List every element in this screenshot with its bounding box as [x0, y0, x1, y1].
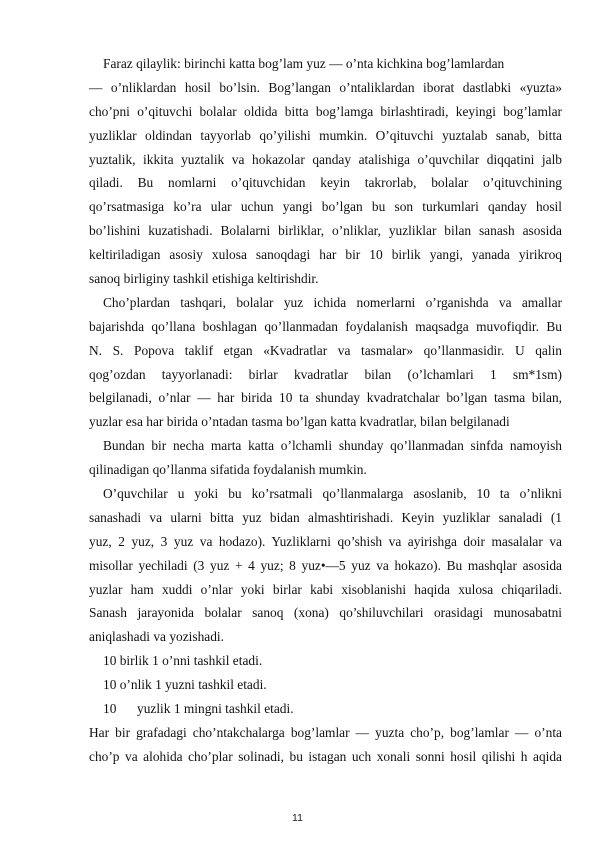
paragraph-4	[89, 482, 562, 649]
list-item	[89, 697, 562, 721]
paragraph-1	[89, 52, 562, 291]
list-item: 10 birlik 1 o’nni tashkil etadi.	[103, 653, 263, 669]
page-number: 11	[292, 812, 303, 824]
text-line: Har bir grafadagi cho’ntakchalarga bog’lamlar — yuzta cho’p, bog’lamlar — o’nta	[89, 724, 562, 740]
paragraph-2	[89, 291, 562, 434]
text-line: — o’nliklardan hosil bo’lsin. Bog’langan o’ntaliklardan iborat dastlabki «yuzta»	[89, 79, 562, 95]
paragraph-3	[89, 434, 562, 482]
text-line: yuztalik, ikkita yuztalik va hokazolar qanday atalishiga o’quvchilar diqqatini jalb	[89, 151, 562, 167]
text-line: sanoq birliginy tashkil etishiga keltirishdir.	[89, 271, 319, 287]
text-line: misollar yechiladi (3 yuz + 4 yuz; 8 yuz•—5 yuz va hokazo). Bu mashqlar asosida	[89, 557, 562, 573]
document-page	[89, 52, 562, 769]
text-line: qilinadigan qo’llanma sifatida foydalanish mumkin.	[89, 462, 367, 478]
text-line: cho’p va alohida cho’plar solinadi, bu istagan uch xonali sonni hosil qilishi h aqida	[89, 748, 562, 764]
text-line: cho’pni o’qituvchi bolalar oldida bitta bog’lamga birlashtiradi, keyingi bog’lamlar	[89, 103, 562, 119]
list-item: 10 o’nlik 1 yuzni tashkil etadi.	[103, 677, 267, 693]
text-line: keltiriladigan asosiy xulosa sanoqdagi har bir 10 birlik yangi, yanada yirikroq	[89, 247, 562, 263]
text-line: yuzliklar oldindan tayyorlab qo’yilishi mumkin. O’qituvchi yuztalab sanab, bitta	[89, 127, 562, 143]
text-line: Faraz qilaylik: birinchi katta bog’lam yuz — o’nta kichkina bog’lamlardan	[103, 56, 505, 71]
text-line: yuzlar esa har birida o’ntadan tasma bo’lgan katta kvadratlar, bilan belgilanadi	[89, 414, 510, 430]
text-line: yuzlar ham xuddi o’nlar yoki birlar kabi xisoblanishi haqida xulosa chiqariladi.	[89, 581, 562, 597]
text-line: Cho’plardan tashqari, bolalar yuz ichida nomerlarni o’rganishda va amallar	[103, 294, 562, 310]
text-line: bajarishda qo’llana boshlagan qo’llanmadan foydalanish maqsadga muvofiqdir. Bu	[89, 318, 562, 334]
text-line: Bundan bir necha marta katta o’lchamli shunday qo’llanmadan sinfda namoyish	[103, 438, 562, 454]
text-line: qog’ozdan tayyorlanadi: birlar kvadratlar bilan (o’lchamlari 1 sm*1sm)	[89, 366, 562, 382]
text-line: aniqlashadi va yozishadi.	[89, 629, 224, 645]
text-line: O’quvchilar u yoki bu ko’rsatmali qo’llanmalarga asoslanib, 10 ta o’nlikni	[103, 486, 562, 502]
text-line: N. S. Popova taklif etgan «Kvadratlar va tasmalar» qo’llanmasidir. U qalin	[89, 342, 562, 358]
text-line: yuz, 2 yuz, 3 yuz va hodazo). Yuzliklarni qo’shish va ayirishga doir masalalar va	[89, 533, 562, 549]
text-line: bo’lishini kuzatishadi. Bolalarni birliklar, o’nliklar, yuzliklar bilan sanash asosida	[89, 223, 562, 239]
paragraph-5	[89, 721, 562, 769]
text-line: sanashadi va ularni bitta yuz bidan almashtirishadi. Keyin yuzliklar sanaladi (1	[89, 509, 562, 525]
list-item-text: yuzlik 1 mingni tashkil etadi.	[137, 701, 294, 717]
text-line: Sanash jarayonida bolalar sanoq (xona) qo’shiluvchilari orasidagi munosabatni	[89, 605, 562, 621]
list-item-number: 10	[103, 701, 117, 717]
rules-list	[89, 649, 562, 721]
text-line: qo’rsatmasiga ko’ra ular uchun yangi bo’lgan bu son turkumlari qanday hosil	[89, 199, 562, 215]
text-line: qiladi. Bu nomlarni o’qituvchidan keyin takrorlab, bolalar o’qituvchining	[89, 175, 562, 191]
text-line: belgilanadi, o’nlar — har birida 10 ta shunday kvadratchalar bo’lgan tasma bilan,	[89, 390, 562, 406]
